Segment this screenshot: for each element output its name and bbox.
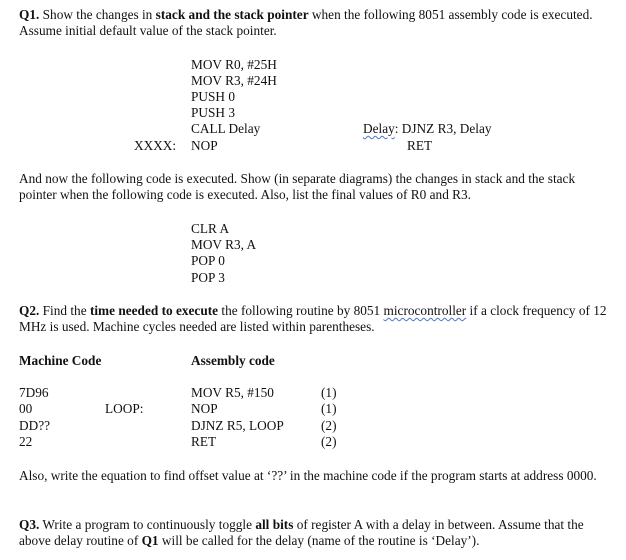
q2-row-4-machine: 22 <box>19 434 33 449</box>
q2-bold-time: time needed to execute <box>89 303 219 318</box>
q2-text-part1: Find the <box>39 303 90 318</box>
q1-code-line-2: MOV R3, #24H <box>191 73 277 88</box>
q2-row-2-machine: 00 <box>19 401 33 416</box>
q2-also-text: Also, write the equation to find offset value at ‘??’ in the machine code if the program starts at address 0000. <box>19 468 597 483</box>
q1-code-nop: NOP <box>191 138 218 153</box>
q2-row-2-asm: NOP <box>191 401 218 416</box>
q2-row-3-machine: DD?? <box>19 418 51 433</box>
q2-row-1-machine: 7D96 <box>19 385 49 400</box>
q2-row-2-label: LOOP: <box>105 401 144 416</box>
q1-label-xxxx: XXXX: <box>134 138 177 153</box>
q2-text <box>19 303 611 335</box>
q1-delay-label: Delay <box>363 121 395 136</box>
q1-delay-line <box>363 121 492 137</box>
q1-code-line-4: PUSH 3 <box>191 105 235 120</box>
q2-row-4-cycles: (2) <box>321 434 337 449</box>
q1-code-line-5: CALL Delay <box>191 121 261 136</box>
q3-number: Q3. <box>19 517 40 532</box>
q2-text-part2: the following routine by 8051 <box>218 303 384 318</box>
q2-row-2-cycles: (1) <box>321 401 337 416</box>
q2-text-part3: if a clock frequency of 12 MHz is used. Machine cycles needed are listed within parentheses. <box>19 303 607 334</box>
q2-row-3-asm: DJNZ R5, LOOP <box>191 418 284 433</box>
q1-code2-line-2: MOV R3, A <box>191 237 257 252</box>
q1-para2: And now the following code is executed. Show (in separate diagrams) the changes in stack and the stack pointer when the following code is executed. Also, list the final values of R0 and R3. <box>19 171 576 202</box>
q1-number: Q1. <box>19 7 40 22</box>
q2-row-1-asm: MOV R5, #150 <box>191 385 274 400</box>
q2-row-4-asm: RET <box>191 434 217 449</box>
q3-bold-q1: Q1 <box>141 533 159 548</box>
q1-delay-ret: RET <box>407 138 433 153</box>
q1-text <box>19 7 611 39</box>
q2-row-1-cycles: (1) <box>321 385 337 400</box>
q1-code2-line-4: POP 3 <box>191 270 225 285</box>
q3-text-part2: of register A with a delay in between. Assume that the above delay routine of <box>19 517 584 548</box>
q3-text <box>19 517 611 549</box>
q2-microcontroller-word: microcontroller <box>383 303 467 318</box>
q1-code2-line-1: CLR A <box>191 221 230 236</box>
q1-bold-stack: stack and the stack pointer <box>155 7 309 22</box>
q3-text-part3: will be called for the delay (name of the routine is ‘Delay’). <box>158 533 480 548</box>
q1-delay-instruction: : DJNZ R3, Delay <box>394 121 492 136</box>
q2-header-assembly-code: Assembly code <box>191 353 275 368</box>
q3-bold-all-bits: all bits <box>255 517 294 532</box>
q2-row-3-cycles: (2) <box>321 418 337 433</box>
q1-code2-line-3: POP 0 <box>191 253 225 268</box>
q1-code-line-3: PUSH 0 <box>191 89 235 104</box>
q2-header-machine-code: Machine Code <box>19 353 102 368</box>
q3-text-part1: Write a program to continuously toggle <box>39 517 256 532</box>
q1-text-part1: Show the changes in <box>39 7 156 22</box>
q1-text-part2: when the following 8051 assembly code is executed. Assume initial default value of the stack pointer. <box>19 7 593 38</box>
q1-code-line-1: MOV R0, #25H <box>191 57 277 72</box>
q2-number: Q2. <box>19 303 40 318</box>
